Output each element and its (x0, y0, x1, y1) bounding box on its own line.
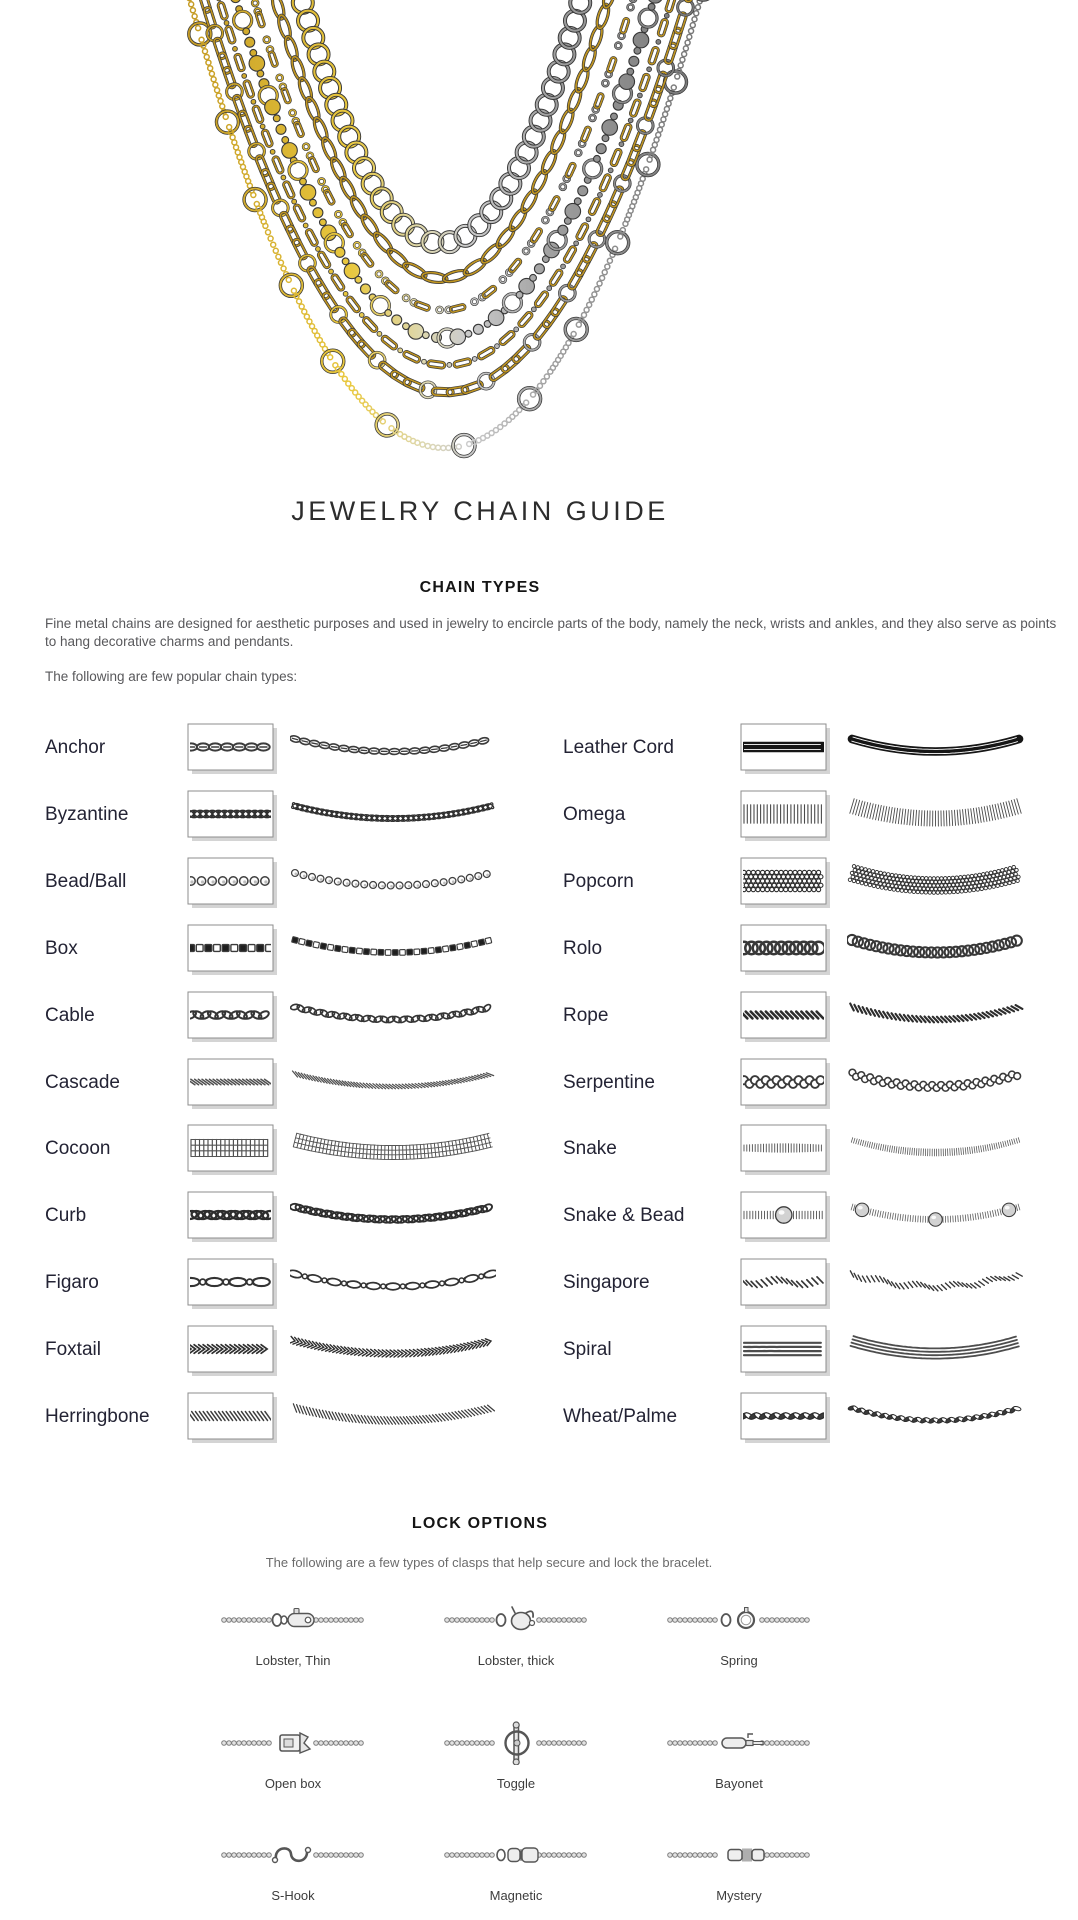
chain-types-heading: CHAIN TYPES (419, 579, 541, 596)
byzantine-chain-thumbnail (186, 786, 278, 844)
clasp-cell-shook (181, 1833, 405, 1903)
lock-options-heading: LOCK OPTIONS (411, 1515, 549, 1532)
snake-chain-sample (847, 1125, 1024, 1173)
chain-label-byzantine: Byzantine (45, 803, 129, 825)
chain-row-rope (563, 983, 1024, 1049)
rope-chain-thumbnail (739, 987, 831, 1045)
curb-chain-sample (290, 1192, 496, 1240)
cable-chain-sample (290, 992, 496, 1040)
box-chain-sample (290, 925, 496, 973)
cascade-chain-sample (290, 1059, 496, 1107)
toggle-clasp-icon (441, 1721, 591, 1765)
leather-chain-thumbnail (739, 719, 831, 777)
serpentine-chain-sample (847, 1059, 1024, 1107)
mystery-clasp-icon (664, 1833, 814, 1877)
clasp-label-magnetic: Magnetic (489, 1888, 543, 1903)
chain-label-cable: Cable (45, 1004, 95, 1026)
necklace-strand (194, 0, 697, 398)
cable-chain-thumbnail (186, 987, 278, 1045)
chain-row-box (45, 916, 496, 982)
serpentine-chain-thumbnail (739, 1054, 831, 1112)
clasp-cell-spring (627, 1598, 851, 1668)
chain-row-cocoon (45, 1116, 496, 1182)
chain-label-leather: Leather Cord (563, 737, 674, 758)
popcorn-chain-thumbnail (739, 853, 831, 911)
necklace-strand (210, 0, 677, 368)
foxtail-chain-sample (290, 1326, 496, 1374)
clasp-label-toggle: Toggle (496, 1776, 536, 1791)
chain-types-description: Fine metal chains are designed for aesthetic purposes and used in jewelry to encircle parts of the body, namely the neck, wrists and ankles, and they also serve as points to hang decorative charms and pendants. (45, 616, 1057, 649)
chain-label-figaro: Figaro (45, 1272, 99, 1294)
chain-label-rolo: Rolo (563, 937, 603, 959)
cocoon-chain-thumbnail (186, 1120, 278, 1178)
foxtail-chain-thumbnail (186, 1321, 278, 1379)
chain-row-serpentine (563, 1050, 1024, 1116)
clasp-label-lobster-thick: Lobster, thick (477, 1653, 555, 1668)
chain-label-curb: Curb (45, 1205, 87, 1227)
singapore-chain-thumbnail (739, 1254, 831, 1312)
chain-label-snakebead: Snake & Bead (563, 1205, 685, 1227)
chain-label-foxtail: Foxtail (45, 1339, 101, 1361)
clasp-cell-toggle (404, 1721, 628, 1791)
omega-chain-thumbnail (739, 786, 831, 844)
clasp-cell-openbox (181, 1721, 405, 1791)
chain-label-cascade: Cascade (45, 1071, 120, 1093)
chain-label-snake: Snake (563, 1138, 617, 1160)
lobster-thick-clasp-icon (441, 1598, 591, 1642)
necklace-illustration (165, 0, 710, 475)
chain-row-leather (563, 715, 1024, 781)
chain-row-snake (563, 1116, 1024, 1182)
clasp-grid (181, 1598, 897, 1908)
cocoon-chain-sample (290, 1125, 496, 1173)
figaro-chain-thumbnail (186, 1254, 278, 1312)
chain-row-singapore (563, 1250, 1024, 1316)
spiral-chain-thumbnail (739, 1321, 831, 1379)
shook-clasp-icon (218, 1833, 368, 1877)
herringbone-chain-sample (290, 1393, 496, 1441)
anchor-chain-sample (290, 724, 496, 772)
chain-label-spiral: Spiral (563, 1339, 612, 1361)
spiral-chain-sample (847, 1326, 1024, 1374)
snakebead-chain-thumbnail (739, 1187, 831, 1245)
lock-options-description: The following are a few types of clasps that help secure and lock the bracelet. (265, 1555, 713, 1570)
chain-label-wheat: Wheat/Palme (563, 1406, 678, 1427)
chain-label-beadball: Bead/Ball (45, 870, 127, 892)
clasp-cell-lobster-thin (181, 1598, 405, 1668)
byzantine-chain-sample (290, 791, 496, 839)
chain-label-singapore: Singapore (563, 1272, 650, 1294)
clasp-cell-magnetic (404, 1833, 628, 1903)
herringbone-chain-thumbnail (186, 1388, 278, 1446)
chain-row-figaro (45, 1250, 496, 1316)
popcorn-chain-sample (847, 858, 1024, 906)
clasp-label-bayonet: Bayonet (715, 1776, 763, 1791)
chain-label-omega: Omega (563, 803, 626, 825)
chain-row-spiral (563, 1317, 1024, 1383)
chain-row-curb (45, 1183, 496, 1249)
omega-chain-sample (847, 791, 1024, 839)
chain-label-cocoon: Cocoon (45, 1138, 111, 1160)
chain-label-rope: Rope (563, 1004, 609, 1026)
singapore-chain-sample (847, 1259, 1024, 1307)
clasp-cell-lobster-thick (404, 1598, 628, 1668)
clasp-label-mystery: Mystery (716, 1888, 762, 1903)
chain-row-snakebead (563, 1183, 1024, 1249)
chain-row-rolo (563, 916, 1024, 982)
openbox-clasp-icon (218, 1721, 368, 1765)
beadball-chain-sample (290, 858, 496, 906)
necklace-strand (245, 0, 640, 313)
clasp-cell-mystery (627, 1833, 851, 1903)
cascade-chain-thumbnail (186, 1054, 278, 1112)
leather-chain-sample (847, 724, 1024, 772)
chain-row-cascade (45, 1050, 496, 1116)
wheat-chain-sample (847, 1393, 1024, 1441)
rolo-chain-thumbnail (739, 920, 831, 978)
chain-types-intro: The following are few popular chain types: (45, 669, 298, 684)
spring-clasp-icon (664, 1598, 814, 1642)
clasp-cell-bayonet (627, 1721, 851, 1791)
lobster-thin-clasp-icon (218, 1598, 368, 1642)
bayonet-clasp-icon (664, 1721, 814, 1765)
chain-row-byzantine (45, 782, 496, 848)
chain-row-omega (563, 782, 1024, 848)
beadball-chain-thumbnail (186, 853, 278, 911)
chain-row-herringbone (45, 1384, 496, 1450)
chain-types-grid (0, 715, 1078, 1455)
rolo-chain-sample (847, 925, 1024, 973)
chain-label-herringbone: Herringbone (45, 1406, 150, 1427)
box-chain-thumbnail (186, 920, 278, 978)
chain-label-box: Box (45, 937, 78, 959)
chain-row-wheat (563, 1384, 1024, 1450)
chain-label-serpentine: Serpentine (563, 1071, 655, 1093)
clasp-label-lobster-thin: Lobster, Thin (255, 1653, 331, 1668)
wheat-chain-thumbnail (739, 1388, 831, 1446)
chain-label-popcorn: Popcorn (563, 870, 634, 892)
chain-label-anchor: Anchor (45, 737, 106, 758)
snakebead-chain-sample (847, 1192, 1024, 1240)
clasp-label-shook: S-Hook (271, 1888, 315, 1903)
chain-row-beadball (45, 849, 496, 915)
magnetic-clasp-icon (441, 1833, 591, 1877)
figaro-chain-sample (290, 1259, 496, 1307)
anchor-chain-thumbnail (186, 719, 278, 777)
chain-row-anchor (45, 715, 496, 781)
snake-chain-thumbnail (739, 1120, 831, 1178)
chain-row-popcorn (563, 849, 1024, 915)
page-title: JEWELRY CHAIN GUIDE (291, 496, 669, 526)
chain-row-cable (45, 983, 496, 1049)
clasp-label-spring: Spring (720, 1653, 758, 1668)
necklace-svg (165, 0, 710, 475)
clasp-label-openbox: Open box (264, 1776, 322, 1791)
curb-chain-thumbnail (186, 1187, 278, 1245)
chain-row-foxtail (45, 1317, 496, 1383)
rope-chain-sample (847, 992, 1024, 1040)
